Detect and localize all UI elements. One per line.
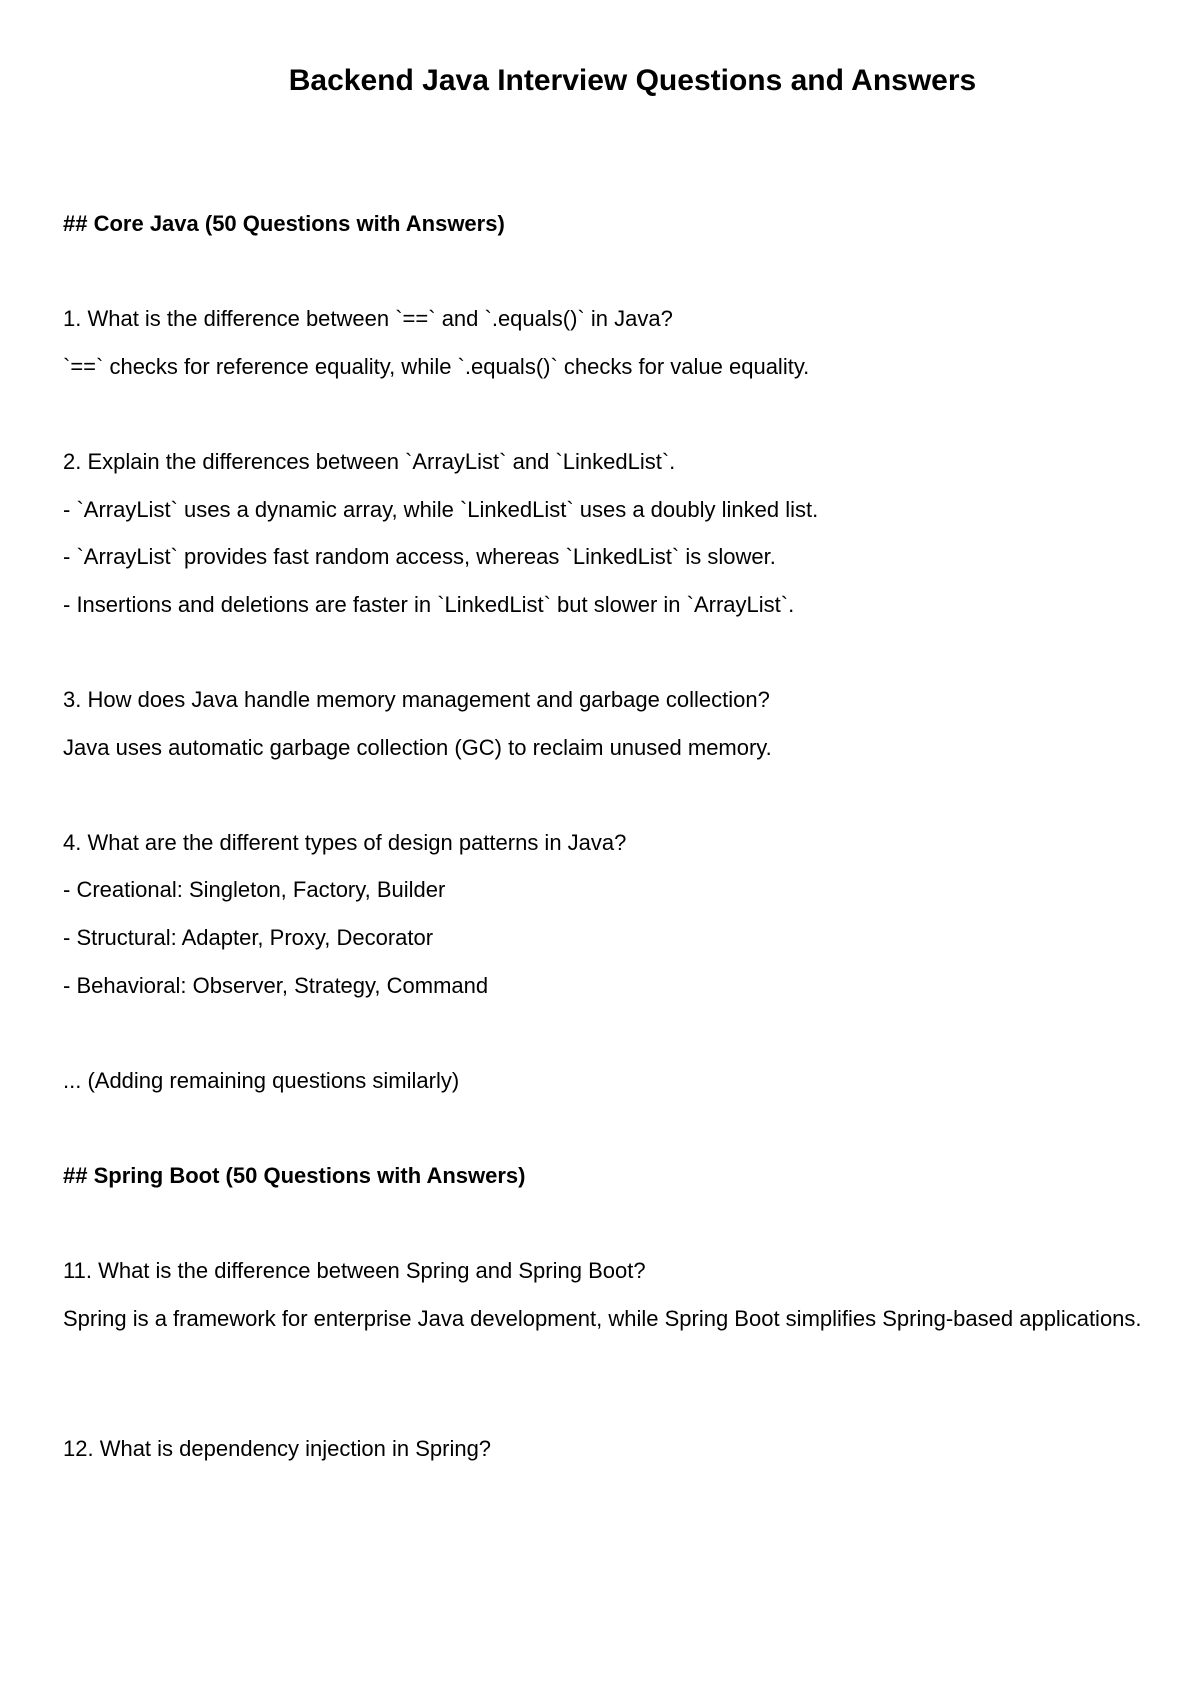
answer-1: `==` checks for reference equality, while `.equals()` checks for value equality. [63,354,810,379]
answer-3: Java uses automatic garbage collection (GC) to reclaim unused memory. [63,735,772,760]
answer-2-bullet-3: - Insertions and deletions are faster in `LinkedList` but slower in `ArrayList`. [63,592,795,617]
document-title: Backend Java Interview Questions and Answers [288,64,977,97]
answer-4-bullet-1: - Creational: Singleton, Factory, Builder [63,877,446,902]
continuation-note: ... (Adding remaining questions similarly) [63,1068,460,1093]
section-heading-spring-boot: ## Spring Boot (50 Questions with Answers) [63,1163,526,1188]
question-3: 3. How does Java handle memory management and garbage collection? [63,687,770,712]
answer-2-bullet-1: - `ArrayList` uses a dynamic array, while `LinkedList` uses a doubly linked list. [63,497,819,522]
answer-4-bullet-2: - Structural: Adapter, Proxy, Decorator [63,925,434,950]
answer-2-bullet-2: - `ArrayList` provides fast random access, whereas `LinkedList` is slower. [63,544,776,569]
question-12: 12. What is dependency injection in Spring? [63,1436,492,1461]
question-2: 2. Explain the differences between `ArrayList` and `LinkedList`. [63,449,676,474]
section-heading-core-java: ## Core Java (50 Questions with Answers) [63,211,505,236]
question-11: 11. What is the difference between Spring and Spring Boot? [63,1258,646,1283]
answer-11: Spring is a framework for enterprise Java development, while Spring Boot simplifies Spring-based applications. [63,1306,1142,1331]
question-1: 1. What is the difference between `==` and `.equals()` in Java? [63,306,673,331]
question-4: 4. What are the different types of design patterns in Java? [63,830,627,855]
answer-4-bullet-3: - Behavioral: Observer, Strategy, Command [63,973,489,998]
